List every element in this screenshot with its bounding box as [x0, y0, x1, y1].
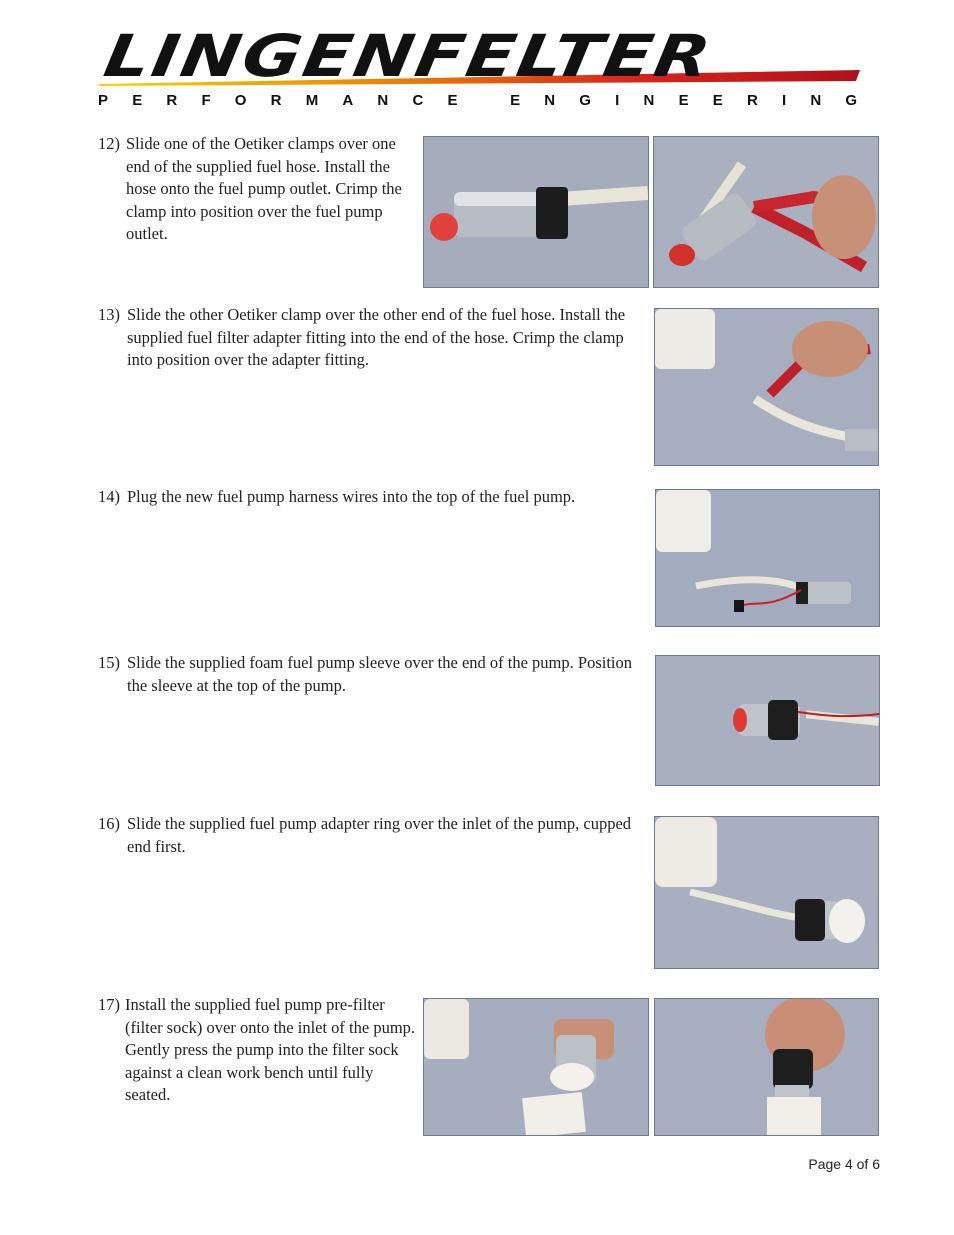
step-text: Slide one of the Oetiker clamps over one end of the supplied fuel hose. Install the hose onto the fuel pump outlet. Crimp the clamp into position over the fuel pump outlet. [126, 134, 402, 244]
step-text: Slide the other Oetiker clamp over the other end of the fuel hose. Install the supplied fuel filter adapter fitting into the end of the hose. Crimp the clamp into position over the adapter fitting. [127, 305, 626, 370]
brand-wordmark: LINGENFELTER [99, 22, 718, 90]
photo-press-pump-into-sock [654, 998, 879, 1136]
photo-adapter-ring [654, 816, 879, 969]
step-number: 15) [98, 653, 120, 672]
brand-logo [98, 22, 882, 112]
photo-foam-sleeve [655, 655, 880, 786]
photo-crimp-outlet-clamp [653, 136, 879, 288]
photo-harness-plugged [655, 489, 880, 627]
step-text: Slide the supplied foam fuel pump sleeve over the end of the pump. Position the sleeve at the top of the pump. [127, 653, 632, 695]
page-number: Page 4 of 6 [808, 1156, 880, 1172]
step-number: 14) [98, 487, 120, 506]
step-number: 16) [98, 814, 120, 833]
photo-filter-sock [423, 998, 649, 1136]
photo-pump-hose-clamp [423, 136, 649, 288]
step-number: 17) [98, 995, 120, 1014]
step-number: 13) [98, 305, 120, 324]
brand-tagline: PERFORMANCE ENGINEERING [98, 92, 882, 109]
step-text: Install the supplied fuel pump pre-filter (filter sock) over onto the inlet of the pump. Gently press the pump into the filter sock against a clean work bench until fully seated. [125, 995, 416, 1105]
step-number: 12) [98, 134, 120, 153]
photo-crimp-adapter-fitting [654, 308, 879, 466]
step-text: Plug the new fuel pump harness wires into the top of the fuel pump. [127, 487, 576, 506]
step-text: Slide the supplied fuel pump adapter ring over the inlet of the pump, cupped end first. [127, 814, 632, 856]
